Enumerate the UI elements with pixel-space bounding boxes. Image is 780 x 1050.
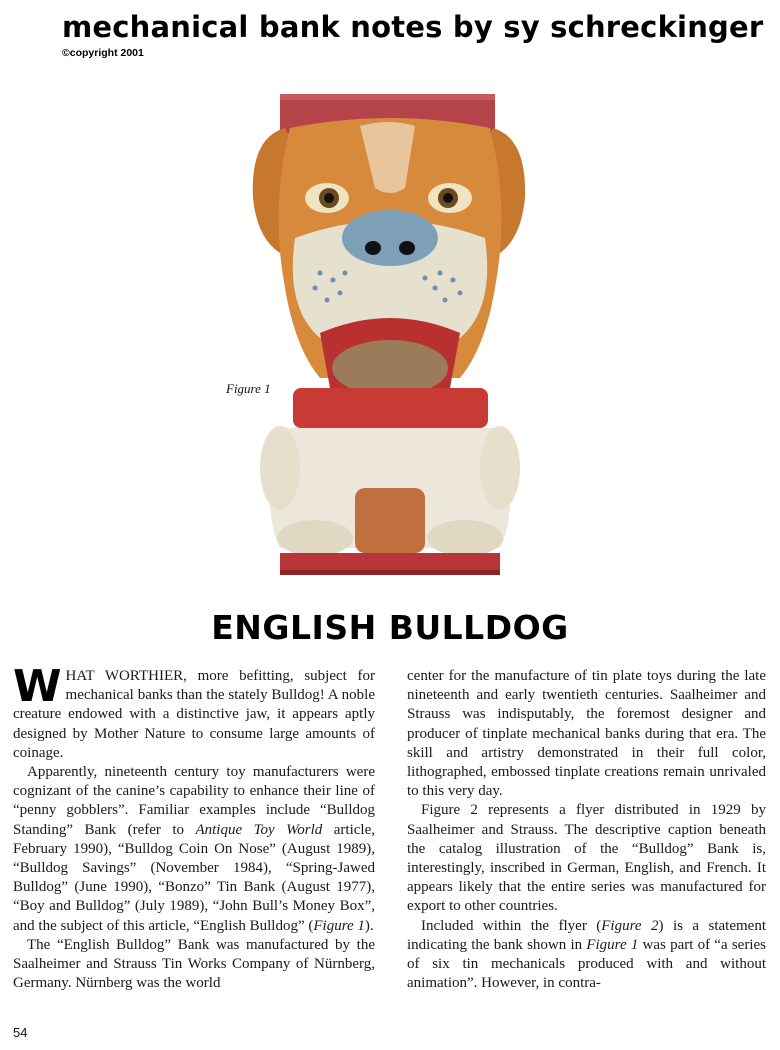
- paragraph-text: ) is a statement indicating the bank shown in: [407, 917, 766, 953]
- figure-reference: Figure 2: [601, 917, 659, 934]
- paragraph-text: Included within the flyer (: [421, 917, 602, 934]
- paragraph-text: was part of “a series of six tin mechanicals produced with and without animation”. However, in contra-: [407, 936, 766, 992]
- article-title: ENGLISH BULLDOG: [211, 608, 569, 647]
- paragraph: Figure 2 represents a flyer distributed in 1929 by Saalheimer and Strauss. The descriptive caption beneath the catalog illustration of the “Bulldog” Bank is, interestingly, inscribed in German, English, and French. It appears likely that the entire series was manufactured for export to other countries.: [407, 802, 766, 915]
- left-paw: [277, 520, 353, 556]
- article-column-right: [407, 667, 766, 993]
- paragraph-text: , more befitting, subject for mechanical banks than the stately Bulldog! A noble creature endowed with a distinctive jaw, it appears aptly designed by Mother Nature to consume large amounts of coinage.: [13, 668, 376, 761]
- drop-cap: W: [13, 661, 62, 712]
- coin-tray: [332, 340, 448, 396]
- paragraph: [407, 917, 766, 994]
- paragraph: [13, 763, 375, 936]
- column-header-title: mechanical bank notes by sy schreckinger: [62, 10, 764, 44]
- lead-in: HAT WORTHIER: [65, 668, 184, 684]
- paragraph: The “English Bulldog” Bank was manufactured by the Saalheimer and Strauss Tin Works Company of Nürnberg, Germany. Nürnberg was the world: [13, 936, 375, 992]
- paragraph-text: Apparently, nineteenth century toy manufacturers were cognizant of the canine’s capability to enhance their line of “penny gobblers”. Familiar examples include “Bulldog Standing” Bank (refer to: [13, 764, 375, 838]
- collar: [293, 388, 488, 428]
- copyright-notice: ©copyright 2001: [62, 47, 144, 59]
- paragraph-text: article, February 1990), “Bulldog Coin On Nose” (August 1989), “Bulldog Savings” (November 1984), “Spring-Jawed Bulldog” (June 1990), “Bonzo” Tin Bank (August 1977), “Boy and Bulldog” (July 1989), “John Bull’s Money Box”, and the subject of this article, “English Bulldog” (: [13, 821, 375, 934]
- bulldog-bank-photo: [245, 88, 535, 588]
- page-number: 54: [13, 1025, 28, 1040]
- chest-patch: [355, 488, 425, 553]
- article-column-left: [13, 661, 376, 993]
- publication-title: Antique Toy World: [195, 821, 323, 838]
- figure-reference: Figure 1: [586, 936, 639, 953]
- right-paw: [427, 520, 503, 556]
- figure-caption: Figure 1: [226, 381, 271, 396]
- nose: [342, 210, 438, 266]
- figure-reference: Figure 1: [313, 917, 365, 934]
- paragraph: center for the manufacture of tin plate toys during the late nineteenth and early twentieth centuries. Saalheimer and Strauss was indisputably, the foremost designer and producer of tinplate mechanical banks during that era. The skill and artistry demonstrated in their full color, lithographed, embossed tinplate creations remain unrivaled to this very day.: [407, 668, 766, 800]
- bulldog-bank-illustration: [245, 88, 535, 588]
- paragraph-text: ).: [364, 917, 374, 934]
- paragraph: [13, 661, 376, 763]
